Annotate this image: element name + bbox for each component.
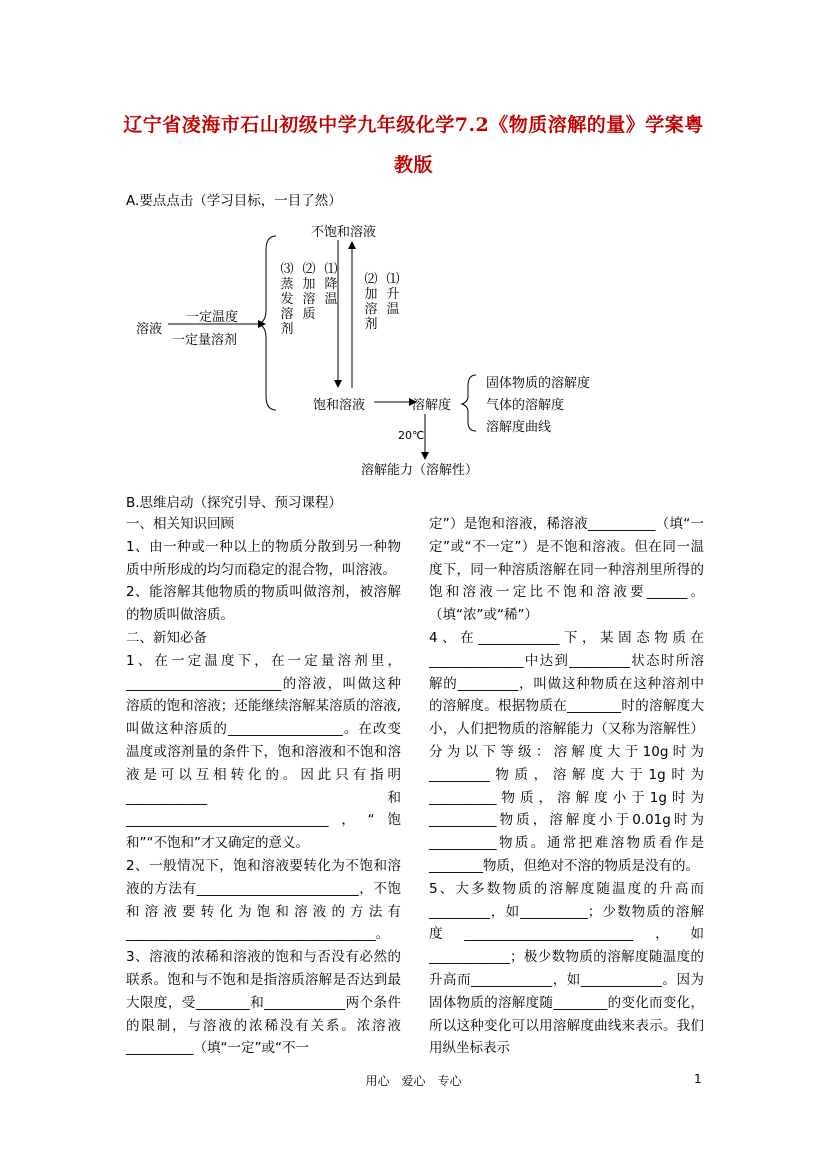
page-title-line1: 辽宁省凌海市石山初级中学九年级化学7.2《物质溶解的量》学案粤 (123, 114, 704, 136)
condition-temp-label: 一定温度 (186, 310, 239, 325)
page-title-line2: 教版 (393, 154, 433, 176)
left-para-4: 1、在一定温度下，在一定量溶剂里，_______________________的溶液，叫做这种溶质的饱和溶液；还能继续溶解某溶质的溶液,叫做这种溶质的_________________。在改变温度或溶剂量的条件下，饱和溶液和不饱和溶液是可以互相转化的。因此只有指明 ____________ 和 ______________________________，“饱和”“不饱和”才又确定的意义。 (126, 652, 401, 852)
right-para-2: 5、大多数物质的溶解度随温度的升高而_________，如__________；少数物质的溶解度_________________________，如____________；极少数物质的溶解度随温度的升高而____________，如____________。因为固体物质的溶解度随________的变化而变化，所以这种变化可以用溶解度曲线来表示。我们用纵坐标表示 (429, 880, 704, 1057)
solution-label: 溶液 (136, 322, 163, 337)
branch-solid-label: 固体物质的溶解度 (486, 376, 591, 391)
saturated-label: 饱和溶液 (313, 398, 366, 413)
page-number: 1 (694, 1072, 702, 1086)
condition-brace (258, 236, 276, 410)
left-para-6: 3、溶液的浓稀和溶液的饱和与否没有必然的联系。饱和与不饱和是指溶质溶解是否达到最大限度，受________和____________两个条件的限制，与溶液的浓稀没有关系。浓溶液__________（填“一定”或“不一 (126, 949, 401, 1057)
branch-gas-label: 气体的溶解度 (486, 398, 565, 413)
left-para-2: 2、能溶解其他物质的物质叫做溶剂，被溶解的物质叫做溶质。 (126, 584, 401, 624)
branch-curve-label: 溶解度曲线 (486, 420, 552, 435)
temp-label: 20℃ (398, 429, 425, 442)
method-evaporate-label: ⑶蒸发溶剂 (280, 262, 294, 337)
condition-solvent-label: 一定量溶剂 (172, 333, 238, 348)
left-column (126, 513, 401, 1060)
left-para-5: 2、一般情况下，饱和溶液要转化为不饱和溶液的方法有________________________，不饱和溶液要转化为饱和溶液的方法有_____________________________________。 (126, 857, 401, 943)
solubility-brace (462, 375, 476, 431)
unsaturated-label: 不饱和溶液 (311, 225, 377, 240)
left-para-0: 一、相关知识回顾 (126, 516, 234, 532)
right-para-1: 4、在____________下，某固态物质在______________中达到_________状态时所溶解的_________，叫做这种物质在这种溶剂中的溶解度。根据物质在________时的溶解度大小，人们把物质的溶解能力（又称为溶解性）分为以下等级：溶解度大于10g时为_________物质，溶解度大于1g时为__________物质，溶解度小于1g时为__________物质，溶解度小于0.01g时为__________物质。通常把难溶物质看作是________物质，但绝对不溶的物质是没有的。 (429, 629, 704, 874)
right-column (429, 513, 704, 1060)
right-para-0: 定”）是饱和溶液，稀溶液__________（填“一定”或“不一定”）是不饱和溶液。但在同一温度下，同一种溶质溶解在同一种溶剂里所得的饱和溶液一定比不饱和溶液要______。（填“浓”或“稀”） (429, 516, 704, 624)
section-a-heading: A.要点点击（学习目标，一目了然） (126, 193, 342, 209)
method-add-solvent-label: ⑵加溶剂 (364, 272, 378, 332)
ability-label: 溶解能力（溶解性） (361, 463, 479, 478)
section-b-heading: B.思维启动（探究引导、预习课程） (126, 495, 343, 511)
diagram-lines (0, 0, 827, 500)
method-heat-label: ⑴升温 (386, 272, 400, 317)
page-footer: 用心 爱心 专心 (365, 1074, 462, 1088)
solubility-label: 溶解度 (412, 398, 452, 413)
left-para-3: 二、新知必备 (126, 629, 207, 646)
method-cool-label: ⑴降温 (324, 262, 338, 307)
left-para-1: 1、由一种或一种以上的物质分散到另一种物质中所形成的均匀而稳定的混合物，叫溶液。 (126, 538, 401, 578)
method-add-solute-label: ⑵加溶质 (302, 262, 316, 322)
